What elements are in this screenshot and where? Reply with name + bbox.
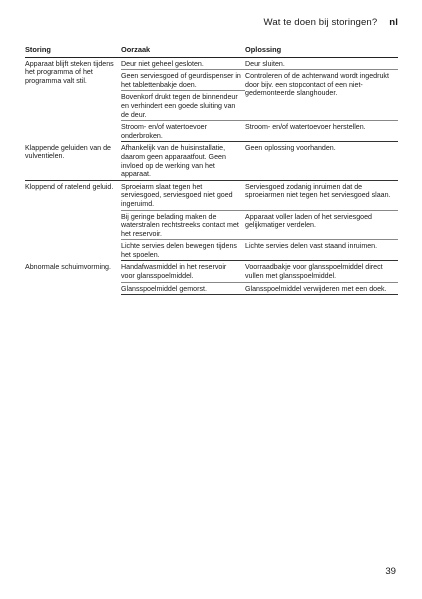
fault-cell: Apparaat blijft steken tijdens het programma of het programma valt stil. <box>25 59 114 85</box>
header-solution: Oplossing <box>245 44 398 57</box>
header-fault: Storing <box>25 44 121 57</box>
section-title: Wat te doen bij storingen? <box>263 17 378 28</box>
cause-cell: Deur niet geheel gesloten. <box>121 57 245 70</box>
table-row <box>25 180 398 210</box>
solution-cell: Lichte servies delen vast staand inruimen. <box>245 240 398 261</box>
solution-cell: Apparaat voller laden of het serviesgoed gelijkmatiger verdelen. <box>245 210 398 240</box>
table-row <box>25 142 398 180</box>
cause-cell: Bovenkorf drukt tegen de binnendeur en verhindert een goede sluiting van de deur. <box>121 91 245 121</box>
solution-cell: Controleren of de achterwand wordt ingedrukt door bijv. een stopcontact of een niet-gedemonteerde slanghouder. <box>245 70 398 121</box>
fault-cell: Abnormale schuimvorming. <box>25 262 111 271</box>
fault-cell: Kloppend of ratelend geluid. <box>25 182 114 191</box>
table-row <box>25 57 398 70</box>
solution-cell: Geen oplossing voorhanden. <box>245 142 398 180</box>
cause-cell: Sproeiarm slaat tegen het serviesgoed, serviesgoed niet goed ingeruimd. <box>121 180 245 210</box>
cause-cell: Lichte servies delen bewegen tijdens het spoelen. <box>121 240 245 261</box>
solution-cell: Deur sluiten. <box>245 57 398 70</box>
solution-cell: Glansspoelmiddel verwijderen met een doek. <box>245 282 398 295</box>
table-row <box>25 261 398 282</box>
troubleshooting-table <box>25 44 398 295</box>
solution-cell: Voorraadbakje voor glansspoelmiddel direct vullen met glansspoelmiddel. <box>245 261 398 282</box>
page-header <box>264 17 398 28</box>
language-code: nl <box>389 17 398 28</box>
cause-cell: Stroom- en/of watertoevoer onderbroken. <box>121 121 245 142</box>
fault-cell: Klappende geluiden van de vulventielen. <box>25 142 121 180</box>
cause-cell: Afhankelijk van de huisinstallatie, daarom geen apparaatfout. Geen invloed op de werking van het apparaat. <box>121 142 245 180</box>
header-cause: Oorzaak <box>121 44 245 57</box>
cause-cell: Handafwasmiddel in het reservoir voor glansspoelmiddel. <box>121 261 245 282</box>
table-header-row <box>25 44 398 57</box>
page-number: 39 <box>385 566 396 577</box>
cause-cell: Glansspoelmiddel gemorst. <box>121 282 245 295</box>
solution-cell: Serviesgoed zodanig inruimen dat de sproeiarmen niet tegen het serviesgoed slaan. <box>245 180 398 210</box>
cause-cell: Geen serviesgoed of geurdispenser in het tablettenbakje doen. <box>121 70 245 91</box>
cause-cell: Bij geringe belading maken de waterstralen rechtstreeks contact met het reservoir. <box>121 210 245 240</box>
solution-cell: Stroom- en/of watertoevoer herstellen. <box>245 121 398 142</box>
